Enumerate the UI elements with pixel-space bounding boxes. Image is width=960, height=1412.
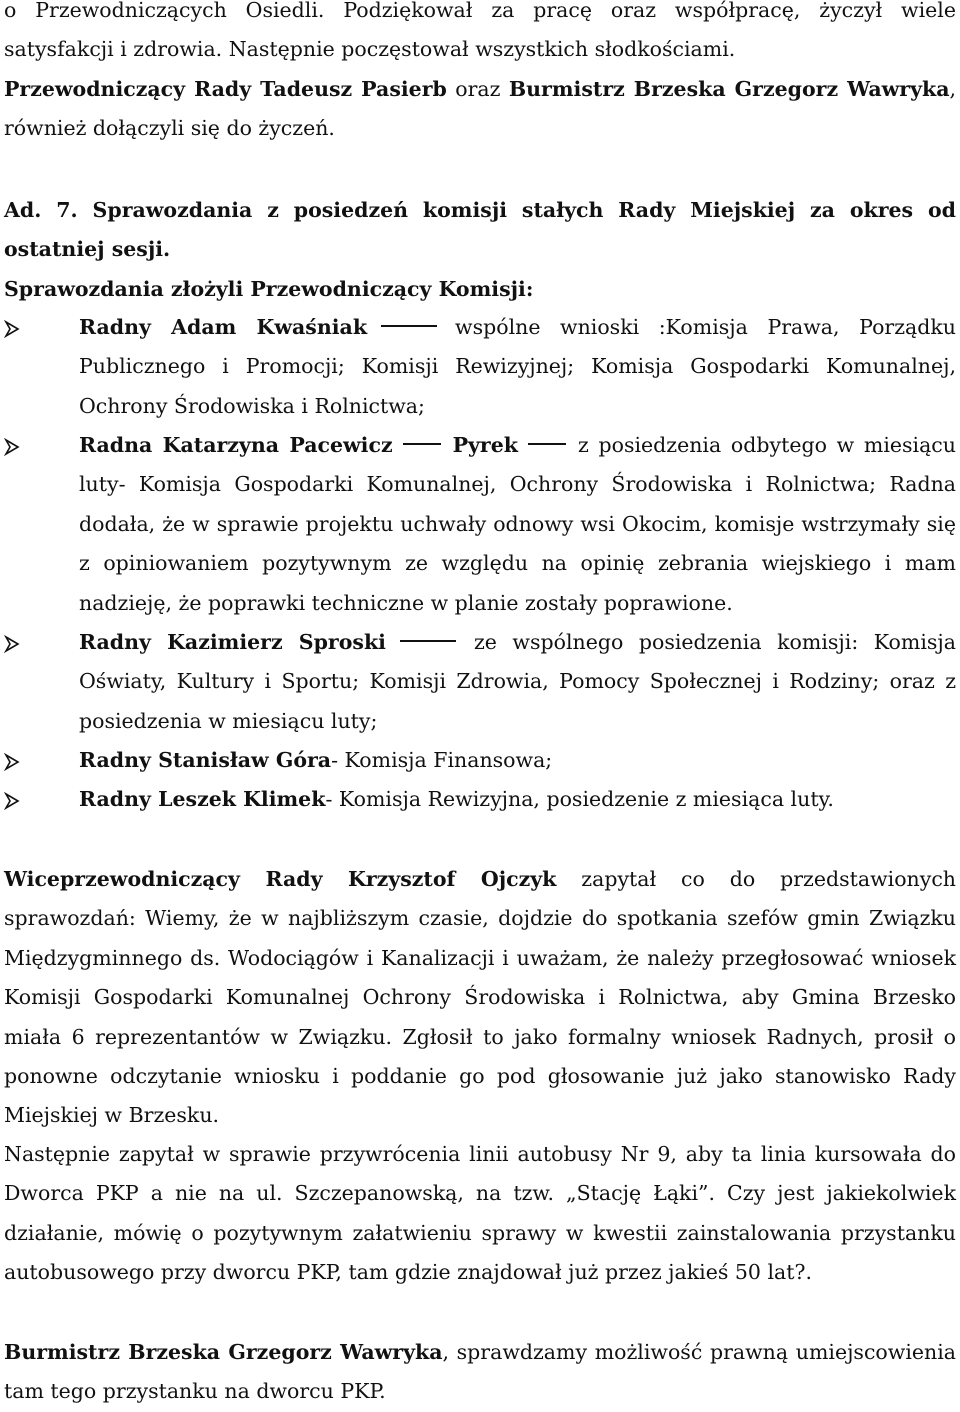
chairman-name: Przewodniczący Rady Tadeusz Pasierb bbox=[4, 76, 447, 101]
intro-tail: , również dołączyli się do życzeń. bbox=[4, 76, 957, 141]
mayor-paragraph bbox=[4, 1333, 956, 1412]
report-name: Radny Stanisław Góra bbox=[79, 748, 332, 772]
vice-chairman-text-2: Następnie zapytał w sprawie przywrócenia linii autobusy Nr 9, aby ta linia kursowała do Dworca PKP a nie na ul. Szczepanowską, na tzw. „Stację Łąki”. Czy jest jakiekolwiek działanie, mówię o pozytywnym załatwieniu sprawy w kwestii zainstalowania przystanku autobusowego przy dworcu PKP, tam gdzie znajdował już przez jakieś 50 lat?. bbox=[4, 1142, 956, 1285]
section-7-heading: Ad. 7. Sprawozdania z posiedzeń komisji stałych Rady Miejskiej za okres od ostatniej sesji. Sprawozdania złożyli Przewodniczący Komisji: bbox=[4, 198, 956, 301]
report-name: Radna Katarzyna Pacewicz bbox=[79, 433, 393, 457]
vice-chairman-paragraph-2 bbox=[4, 1135, 956, 1293]
report-name-2: Pyrek bbox=[452, 433, 518, 457]
intro-text: o Przewodniczących Osiedli. Podziękował za pracę oraz współpracę, życzył wiele satysfakcji i zdrowia. Następnie poczęstował wszystkich słodkościami. bbox=[4, 0, 956, 62]
arrow-bullet-icon bbox=[3, 320, 21, 338]
mayor-reply-name: Burmistrz Brzeska Grzegorz Wawryka bbox=[4, 1340, 443, 1364]
intro-and: oraz bbox=[446, 76, 509, 101]
intro-paragraph bbox=[4, 0, 956, 149]
mayor-reply-text: , sprawdzamy możliwość prawną umiejscowienia tam tego przystanku na dworcu PKP. bbox=[4, 1340, 956, 1404]
report-text: - Komisja Finansowa; bbox=[331, 748, 553, 772]
report-text: wspólne wnioski :Komisja Prawa, Porządku Publicznego i Promocji; Komisji Rewizyjnej; Komisja Gospodarki Komunalnej, Ochrony Środowiska i Rolnictwa; bbox=[79, 315, 956, 418]
arrow-bullet-icon bbox=[3, 792, 21, 810]
vice-chairman-paragraph bbox=[4, 860, 956, 1136]
report-item bbox=[79, 741, 956, 780]
section-7-subheading: Sprawozdania złożyli Przewodniczący Komisji: bbox=[4, 276, 534, 301]
report-name: Radny Adam Kwaśniak bbox=[79, 315, 368, 339]
arrow-bullet-icon bbox=[3, 753, 21, 771]
arrow-bullet-icon bbox=[3, 635, 21, 653]
report-item bbox=[79, 308, 956, 426]
report-text: ze wspólnego posiedzenia komisji: Komisja Oświaty, Kultury i Sportu; Komisji Zdrowia, Pomocy Społecznej i Rodziny; oraz z posiedzenia w miesiącu luty; bbox=[79, 630, 956, 733]
vice-chairman-name: Wiceprzewodniczący Rady Krzysztof Ojczyk bbox=[4, 867, 557, 891]
report-item bbox=[79, 780, 956, 819]
report-text: z posiedzenia odbytego w miesiącu luty- Komisja Gospodarki Komunalnej, Ochrony Środowiska i Rolnictwa; Radna dodała, że w sprawie projektu uchwały odnowy wsi Okocim, komisje wstrzymały się z opiniowaniem pozytywnym ze względu na opinię zebrania wiejskiego i mam nadzieję, że poprawki techniczne w planie zostały poprawione. bbox=[79, 433, 956, 615]
report-text: - Komisja Rewizyjna, posiedzenie z miesiąca luty. bbox=[325, 787, 834, 811]
vice-chairman-text: zapytał co do przedstawionych sprawozdań: Wiemy, że w najbliższym czasie, dojdzie do spotkania szefów gmin Związku Międzygminnego ds. Wodociągów i Kanalizacji i uważam, że należy przegłosować wniosek Komisji Gospodarki Komunalnej Ochrony Środowiska i Rolnictwa, aby Gmina Brzesko miała 6 reprezentantów w Związku. Zgłosił to jako formalny wniosek Radnych, prosił o ponowne odczytanie wniosku i poddanie go pod głosowanie już jako stanowisko Rady Miejskiej w Brzesku. bbox=[4, 867, 957, 1128]
report-item bbox=[79, 623, 956, 741]
arrow-bullet-icon bbox=[3, 438, 21, 456]
report-item bbox=[79, 426, 956, 623]
report-name: Radny Leszek Klimek bbox=[79, 787, 326, 811]
report-name: Radny Kazimierz Sproski bbox=[79, 630, 386, 654]
mayor-name: Burmistrz Brzeska Grzegorz Wawryka bbox=[508, 76, 950, 101]
